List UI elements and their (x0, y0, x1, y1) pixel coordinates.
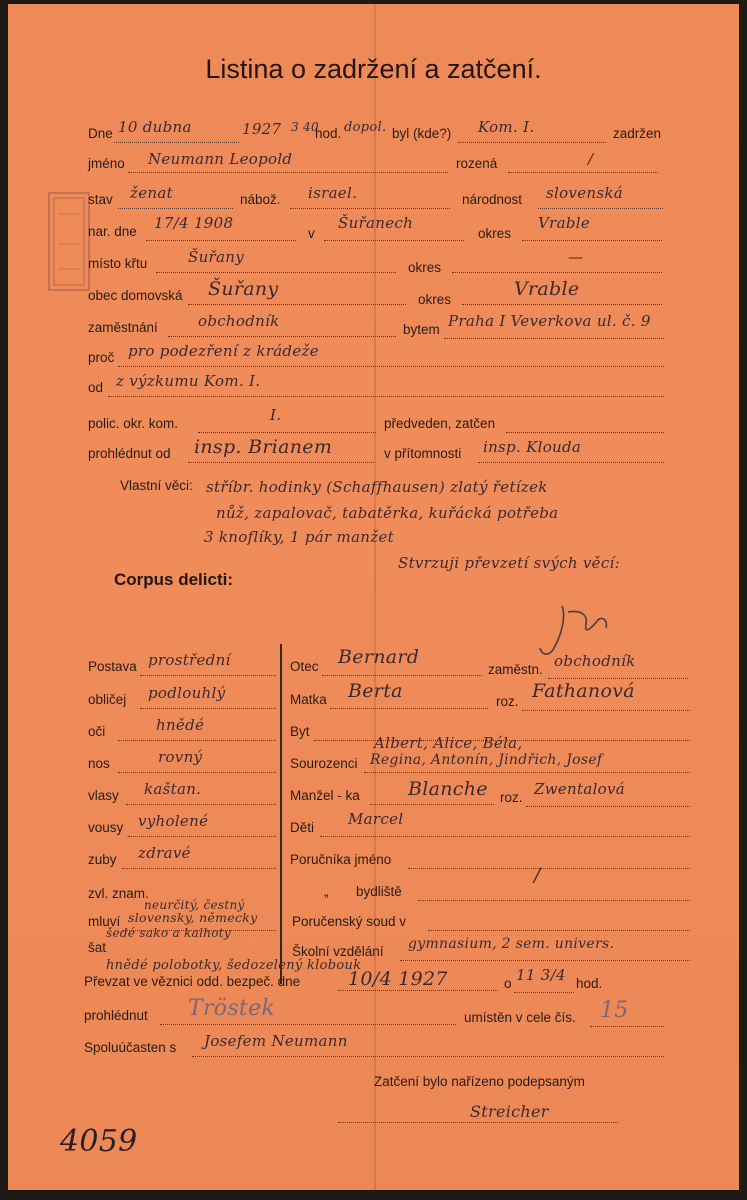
entry-sourozenci-2: Regina, Antonín, Jindřich, Josef (370, 752, 603, 768)
label-skolni-vzdelani: Školní vzdělání (292, 944, 384, 959)
label-vousy: vousy (88, 820, 124, 835)
entry-potvrzeni: Stvrzuji převzetí svých věcí: (398, 554, 621, 572)
entry-bytem: Praha I Veverkova ul. č. 9 (448, 312, 651, 330)
entry-matka-roz: Fathanová (532, 680, 635, 702)
label-obec-okres: okres (418, 292, 452, 307)
entry-prevzat-dne: 10/4 1927 (348, 968, 448, 990)
entry-mluvi: slovensky, německy (128, 910, 258, 925)
label-v-pritomnosti: v přítomnosti (384, 446, 462, 461)
label-sat: šat (88, 940, 107, 955)
label-bydliste: bydliště (356, 884, 402, 899)
entry-obec-okres: Vrable (514, 278, 580, 300)
label-porucnika-jmeno: Poručníka jméno (290, 852, 392, 867)
label-zamestn: zaměstn. (488, 662, 543, 677)
label-nar-okres: okres (478, 226, 512, 241)
label-prohlednut-od: prohlédnut od (88, 446, 171, 461)
entry-byl-kde: Kom. I. (478, 118, 535, 136)
entry-podpis: Streicher (470, 1102, 549, 1121)
label-mluvi: mluví (88, 914, 121, 929)
label-obec-domovska: obec domovská (88, 288, 183, 303)
label-zatceni-narizeno: Zatčení bylo nařízeno podepsaným (374, 1074, 585, 1089)
entry-naboz: israel. (308, 184, 358, 202)
label-vlastni-veci: Vlastní věci: (120, 478, 193, 493)
label-matka: Matka (290, 692, 327, 707)
entry-vlastni-veci-3: 3 knoflíky, 1 pár manžet (204, 528, 394, 546)
entry-otec-zamestn: obchodník (554, 652, 636, 670)
label-manzel-roz: roz. (500, 790, 523, 805)
entry-bydliste: / (534, 864, 541, 886)
entry-sourozenci-1: Albert, Alice, Béla, (374, 734, 523, 752)
label-polic-okr-kom: polic. okr. kom. (88, 416, 179, 431)
entry-dne-hour: 3 40 (291, 120, 319, 134)
label-proc: proč (88, 350, 115, 365)
entry-prohlednut-od: insp. Brianem (194, 436, 333, 458)
entry-misto-krtu-okres: — (568, 248, 584, 266)
entry-deti: Marcel (348, 810, 404, 828)
label-oci: oči (88, 724, 106, 739)
entry-vlastni-veci-2: nůž, zapalovač, tabatěrka, kuřácká potřeba (216, 504, 559, 522)
label-byt: Byt (290, 724, 310, 739)
label-prevzat-hod: hod. (576, 976, 603, 991)
label-sourozenci: Sourozenci (290, 756, 358, 771)
entry-zuby: zdravé (138, 844, 191, 862)
entry-od: z výzkumu Kom. I. (116, 372, 261, 390)
entry-dne-ampm: dopol. (344, 120, 387, 135)
label-stav: stav (88, 192, 113, 207)
entry-misto-krtu: Šuřany (188, 248, 244, 266)
label-nar-v: v (308, 226, 315, 241)
entry-manzel-ka: Blanche (408, 778, 488, 800)
entry-cela: 15 (600, 998, 629, 1023)
entry-v-pritomnosti: insp. Klouda (483, 438, 582, 456)
label-porucensky-soud: Poručenský soud v (292, 914, 407, 929)
corpus-delicti-heading: Corpus delicti: (114, 570, 234, 589)
label-prohlednut: prohlédnut (84, 1008, 148, 1023)
entry-postava: prostřední (148, 651, 231, 669)
entry-polic-okr-kom: I. (270, 406, 282, 424)
label-hod: hod. (315, 126, 342, 141)
label-prevzat: Převzat ve věznici odd. bezpeč. dne (84, 974, 301, 989)
entry-vlastni-veci-1: stříbr. hodinky (Schaffhausen) zlatý řetízek (206, 478, 548, 496)
label-deti: Děti (290, 820, 315, 835)
label-zuby: zuby (88, 852, 117, 867)
entry-narodnost: slovenská (546, 184, 623, 202)
entry-vousy: vyholené (138, 812, 209, 830)
label-nos: nos (88, 756, 110, 771)
entry-manzel-roz: Zwentalová (534, 780, 626, 798)
entry-nar-dne: 17/4 1908 (154, 214, 234, 232)
label-vlasy: vlasy (88, 788, 119, 803)
label-od: od (88, 380, 104, 395)
entry-vlasy: kaštan. (144, 780, 202, 798)
label-ditto: „ (324, 884, 329, 899)
label-manzel-ka: Manžel - ka (290, 788, 360, 803)
archive-number: 4059 (60, 1124, 138, 1159)
label-byl-kde: byl (kde?) (392, 126, 452, 141)
entry-stav: ženat (130, 184, 173, 202)
entry-nar-misto: Šuřanech (338, 214, 414, 232)
entry-nos: rovný (158, 748, 203, 766)
entry-dne-date: 10 dubna (118, 118, 192, 136)
label-rozena: rozená (456, 156, 498, 171)
entry-zvl-znam: neurčitý, čestný (144, 898, 245, 912)
label-umisten: umístěn v cele čís. (464, 1010, 576, 1025)
entry-dne-year: 1927 (242, 120, 282, 138)
entry-nar-okres: Vrable (538, 214, 591, 232)
label-misto-krtu: místo křtu (88, 256, 148, 271)
label-misto-okres: okres (408, 260, 442, 275)
entry-zamestnani: obchodník (198, 312, 280, 330)
column-divider (280, 644, 282, 984)
label-zamestnani: zaměstnání (88, 320, 158, 335)
label-postava: Postava (88, 659, 137, 674)
entry-proc: pro podezření z krádeže (128, 342, 319, 360)
label-predveden-zatcen: předveden, zatčen (384, 416, 496, 431)
label-zvl-znam: zvl. znam. (88, 886, 149, 901)
entry-prevzat-hod: 11 3/4 (516, 966, 566, 984)
entry-sat-1: šedé sako a kalhoty (106, 926, 231, 940)
label-spoluucasten: Spoluúčasten s (84, 1040, 177, 1055)
label-matka-roz: roz. (496, 694, 519, 709)
label-zadrzen: zadržen (613, 126, 662, 141)
label-otec: Otec (290, 659, 319, 674)
entry-matka: Berta (348, 680, 403, 702)
entry-skolni-vzdelani: gymnasium, 2 sem. univers. (408, 936, 615, 952)
entry-rozena: / (588, 150, 594, 168)
entry-oci: hnědé (156, 716, 205, 734)
label-bytem: bytem (403, 322, 440, 337)
entry-jmeno: Neumann Leopold (148, 150, 293, 168)
label-oblicej: obličej (88, 692, 127, 707)
entry-sat-2: hnědé polobotky, šedozelený klobouk (106, 958, 362, 973)
entry-prohlednut: Tröstek (188, 996, 276, 1021)
label-narodnost: národnost (462, 192, 523, 207)
label-naboz: nábož. (240, 192, 281, 207)
label-prevzat-o: o (504, 976, 512, 991)
entry-spoluucasten: Josefem Neumann (204, 1032, 348, 1050)
entry-otec: Bernard (338, 646, 420, 668)
fold-line (374, 4, 376, 1190)
document-title: Listina o zadržení a zatčení. (205, 54, 542, 84)
label-jmeno: jméno (88, 156, 125, 171)
document-page (8, 4, 739, 1190)
label-dne: Dne (88, 126, 113, 141)
faded-stamp (48, 192, 90, 291)
entry-oblicej: podlouhlý (148, 684, 226, 702)
label-nar-dne: nar. dne (88, 224, 137, 239)
entry-obec-domovska: Šuřany (208, 278, 279, 300)
